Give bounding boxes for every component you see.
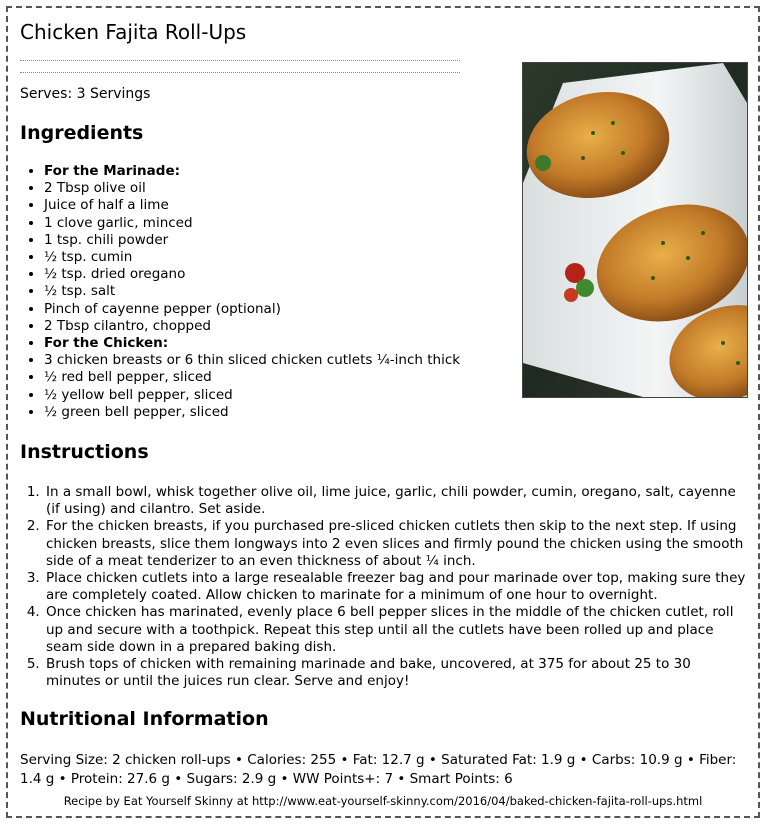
ingredients-list	[20, 163, 460, 421]
ingredient-item: • ½ tsp. cumin	[44, 249, 460, 266]
serves-text: Serves: 3 Servings	[20, 86, 151, 102]
ingredient-item: • Juice of half a lime	[44, 197, 460, 214]
recipe-credit: Recipe by Eat Yourself Skinny at http://www.eat-yourself-skinny.com/2016/04/baked-chicken-fajita-roll-ups.html	[63, 794, 703, 808]
ingredient-item: • 2 Tbsp olive oil	[44, 180, 460, 197]
title-divider-second	[20, 72, 460, 73]
ingredient-item: • 2 Tbsp cilantro, chopped	[44, 318, 460, 335]
ingredient-item: • 1 tsp. chili powder	[44, 232, 460, 249]
ingredient-item: • ½ green bell pepper, sliced	[44, 404, 460, 421]
nutrition-text: Serving Size: 2 chicken roll-ups • Calories: 255 • Fat: 12.7 g • Saturated Fat: 1.9 g • Carbs: 10.9 g • Fiber: 1.4 g • Protein: 27.6 g • Sugars: 2.9 g • WW Points+: 7 • Smart Points: 6	[20, 752, 737, 787]
instruction-step: 3. Place chicken cutlets into a large resealable freezer bag and pour marinade over top, making sure they are completely coated. Allow chicken to marinate for a minimum of one hour to overnight.	[44, 570, 748, 604]
ingredients-heading: Ingredients	[20, 122, 144, 144]
ingredient-section-heading: • For the Chicken:	[44, 335, 460, 352]
instructions-heading: Instructions	[20, 441, 149, 463]
ingredient-item: • ½ red bell pepper, sliced	[44, 369, 460, 386]
recipe-photo	[522, 62, 748, 398]
instruction-step: 4. Once chicken has marinated, evenly place 6 bell pepper slices in the middle of the chicken cutlet, roll up and secure with a toothpick. Repeat this step until all the cutlets have been rolled up and place seam side down in a prepared baking dish.	[44, 604, 748, 656]
ingredient-item: • ½ yellow bell pepper, sliced	[44, 387, 460, 404]
ingredient-item: • 3 chicken breasts or 6 thin sliced chicken cutlets ¼-inch thick	[44, 352, 460, 369]
ingredient-item: • ½ tsp. salt	[44, 283, 460, 300]
ingredient-item: • ½ tsp. dried oregano	[44, 266, 460, 283]
instructions-list	[20, 484, 748, 690]
instruction-step: 5. Brush tops of chicken with remaining marinade and bake, uncovered, at 375 for about 25 to 30 minutes or until the juices run clear. Serve and enjoy!	[44, 656, 748, 690]
ingredient-item: • Pinch of cayenne pepper (optional)	[44, 301, 460, 318]
ingredient-section-heading: • For the Marinade:	[44, 163, 460, 180]
title-divider	[20, 60, 460, 61]
nutrition-heading: Nutritional Information	[20, 708, 269, 730]
recipe-card	[6, 6, 760, 818]
instruction-step: 1. In a small bowl, whisk together olive oil, lime juice, garlic, chili powder, cumin, oregano, salt, cayenne (if using) and cilantro. Set aside.	[44, 484, 748, 518]
ingredient-item: • 1 clove garlic, minced	[44, 215, 460, 232]
instruction-step: 2. For the chicken breasts, if you purchased pre-sliced chicken cutlets then skip to the next step. If using chicken breasts, slice them longways into 2 even slices and firmly pound the chicken using the smooth side of a meat tenderizer to an even thickness of about ¼ inch.	[44, 518, 748, 570]
recipe-title: Chicken Fajita Roll-Ups	[20, 20, 247, 44]
